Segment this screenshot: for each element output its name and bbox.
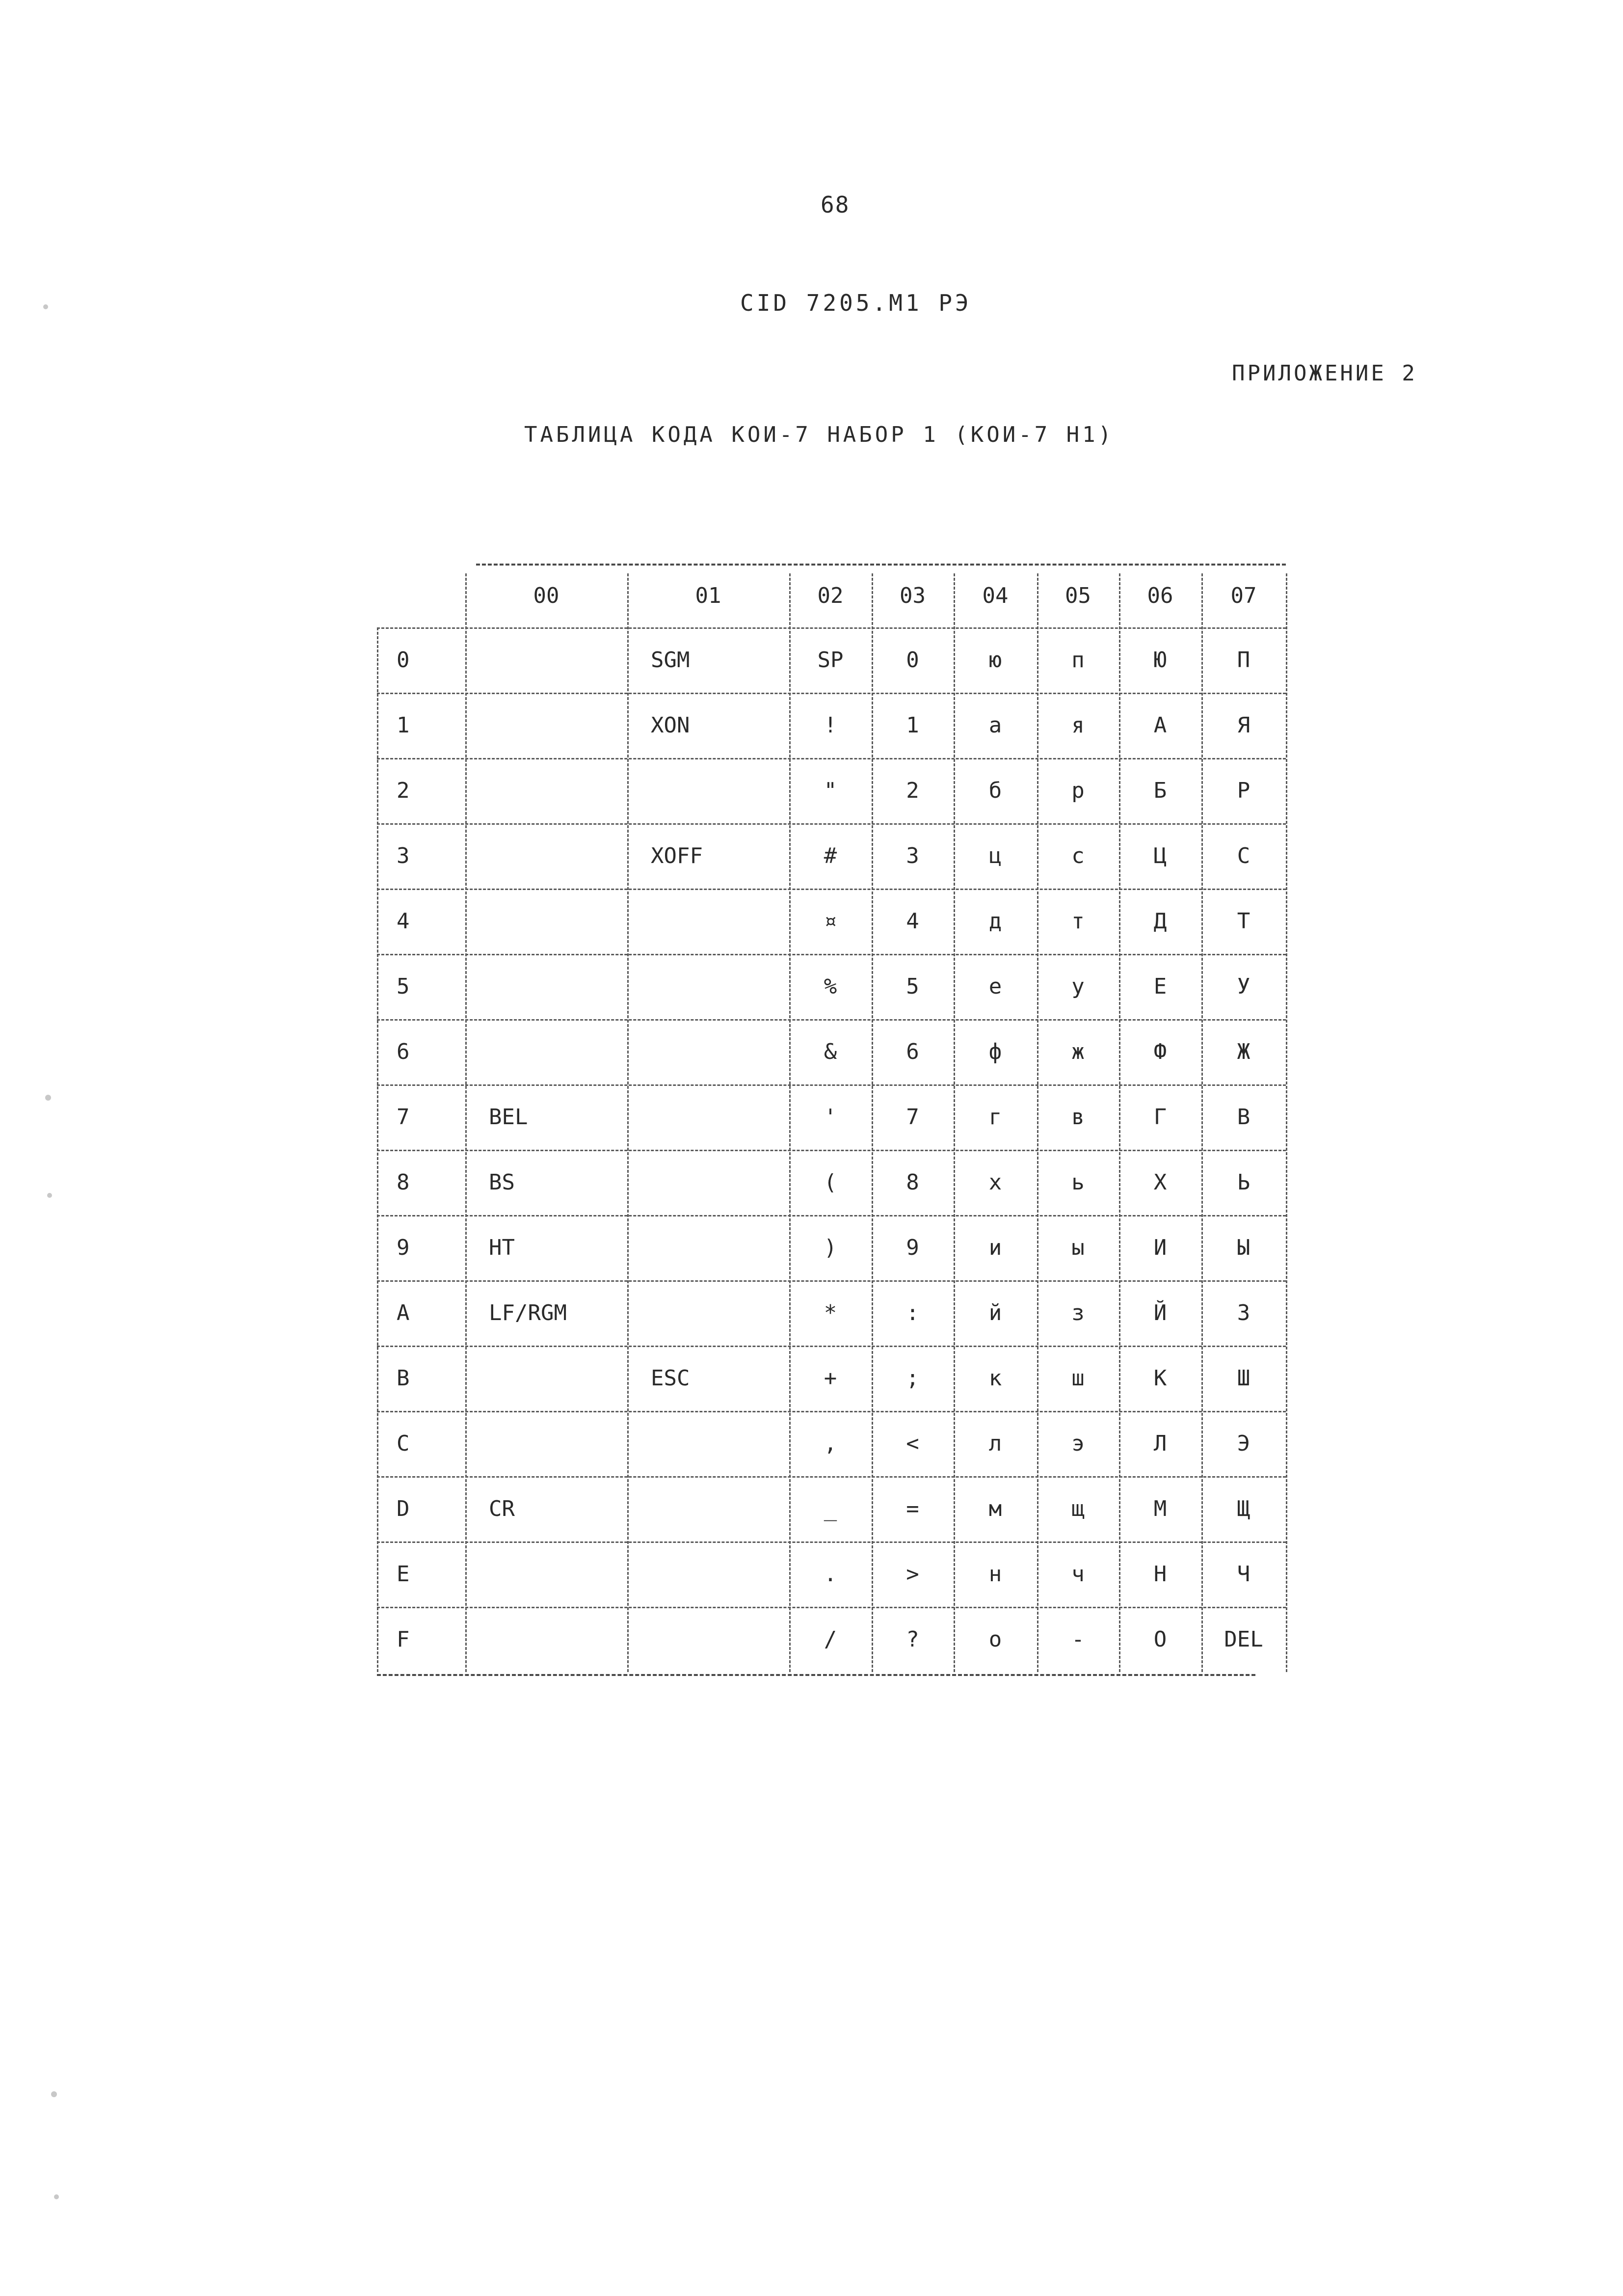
table-cell: а — [988, 712, 1002, 738]
table-cell: ESC — [651, 1365, 690, 1391]
row-code: D — [397, 1496, 410, 1521]
page-number: 68 — [821, 191, 850, 218]
table-cell: Щ — [1237, 1496, 1251, 1521]
row-code: 6 — [397, 1039, 410, 1064]
table-cell: 7 — [906, 1104, 919, 1130]
row-code: 0 — [397, 647, 410, 673]
table-cell: ( — [824, 1169, 837, 1195]
table-cell: Х — [1153, 1169, 1167, 1195]
table-cell: ; — [906, 1365, 919, 1391]
table-cell: Ж — [1237, 1039, 1251, 1064]
row-divider — [377, 1607, 1286, 1608]
table-cell: Ь — [1237, 1169, 1251, 1195]
table-cell: В — [1237, 1104, 1251, 1130]
table-cell: # — [824, 843, 837, 868]
row-code: E — [397, 1561, 410, 1587]
column-divider — [627, 573, 629, 1672]
table-cell: ) — [824, 1235, 837, 1260]
table-cell: ! — [824, 712, 837, 738]
table-cell: ш — [1071, 1365, 1085, 1391]
table-cell: ю — [988, 647, 1002, 673]
table-cell: Р — [1237, 778, 1251, 803]
row-code: B — [397, 1365, 410, 1391]
table-cell: У — [1237, 973, 1251, 999]
table-cell: " — [824, 778, 837, 803]
table-cell: д — [988, 908, 1002, 934]
scan-speck — [51, 2091, 57, 2097]
column-header: 06 — [1147, 583, 1173, 608]
table-cell: > — [906, 1561, 919, 1587]
column-header: 00 — [533, 583, 559, 608]
table-cell: И — [1153, 1235, 1167, 1260]
table-cell: й — [988, 1300, 1002, 1325]
table-top-rule — [476, 564, 1286, 566]
table-cell: п — [1071, 647, 1085, 673]
row-divider — [377, 758, 1286, 759]
row-divider — [377, 1411, 1286, 1412]
table-cell: Ф — [1153, 1039, 1167, 1064]
scan-speck — [43, 304, 48, 309]
table-cell: Д — [1153, 908, 1167, 934]
row-divider — [377, 889, 1286, 890]
table-cell: в — [1071, 1104, 1085, 1130]
row-code: 8 — [397, 1169, 410, 1195]
table-cell: + — [824, 1365, 837, 1391]
table-cell: < — [906, 1431, 919, 1456]
row-divider — [377, 627, 1286, 629]
table-cell: HT — [489, 1235, 515, 1260]
column-divider — [465, 573, 467, 1672]
row-divider — [377, 1280, 1286, 1282]
table-cell: LF/RGM — [489, 1300, 567, 1325]
column-header: 01 — [695, 583, 721, 608]
code-table — [377, 564, 1286, 1674]
table-cell: 8 — [906, 1169, 919, 1195]
table-cell: П — [1237, 647, 1251, 673]
table-cell: / — [824, 1626, 837, 1652]
table-cell: 0 — [906, 647, 919, 673]
table-cell: Й — [1153, 1300, 1167, 1325]
table-cell: % — [824, 973, 837, 999]
table-cell: б — [988, 778, 1002, 803]
row-divider — [377, 1019, 1286, 1021]
table-bottom-rule — [377, 1674, 1255, 1676]
row-code: 5 — [397, 973, 410, 999]
table-cell: CR — [489, 1496, 515, 1521]
table-cell: О — [1153, 1626, 1167, 1652]
table-cell: н — [988, 1561, 1002, 1587]
table-cell: к — [988, 1365, 1002, 1391]
table-cell: 9 — [906, 1235, 919, 1260]
table-cell: С — [1237, 843, 1251, 868]
table-cell: Э — [1237, 1431, 1251, 1456]
column-header: 02 — [817, 583, 844, 608]
table-cell: Ы — [1237, 1235, 1251, 1260]
table-cell: Л — [1153, 1431, 1167, 1456]
table-cell: М — [1153, 1496, 1167, 1521]
table-cell: К — [1153, 1365, 1167, 1391]
column-header: 07 — [1230, 583, 1257, 608]
table-cell: ¤ — [824, 908, 837, 934]
table-cell: = — [906, 1496, 919, 1521]
row-code: 7 — [397, 1104, 410, 1130]
scan-speck — [45, 1095, 51, 1101]
table-cell: т — [1071, 908, 1085, 934]
table-cell: 4 — [906, 908, 919, 934]
row-code: C — [397, 1431, 410, 1456]
table-cell: 6 — [906, 1039, 919, 1064]
table-cell: & — [824, 1039, 837, 1064]
table-cell: З — [1237, 1300, 1251, 1325]
table-cell: р — [1071, 778, 1085, 803]
table-cell: ц — [988, 843, 1002, 868]
table-cell: з — [1071, 1300, 1085, 1325]
table-cell: л — [988, 1431, 1002, 1456]
table-cell: BS — [489, 1169, 515, 1195]
table-cell: Ю — [1153, 647, 1167, 673]
table-cell: м — [988, 1496, 1002, 1521]
table-cell: - — [1071, 1626, 1085, 1652]
table-cell: е — [988, 973, 1002, 999]
row-divider — [377, 1084, 1286, 1086]
table-cell: А — [1153, 712, 1167, 738]
column-header: 05 — [1065, 583, 1091, 608]
table-cell: у — [1071, 973, 1085, 999]
table-cell: э — [1071, 1431, 1085, 1456]
row-divider — [377, 1346, 1286, 1347]
table-cell: . — [824, 1561, 837, 1587]
table-cell: я — [1071, 712, 1085, 738]
table-cell: г — [988, 1104, 1002, 1130]
table-cell: XOFF — [651, 843, 703, 868]
table-cell: ж — [1071, 1039, 1085, 1064]
column-header: 03 — [900, 583, 926, 608]
row-divider — [377, 1476, 1286, 1478]
table-cell: и — [988, 1235, 1002, 1260]
row-code: 4 — [397, 908, 410, 934]
row-divider — [377, 954, 1286, 955]
row-code: 1 — [397, 712, 410, 738]
table-cell: Т — [1237, 908, 1251, 934]
table-title: ТАБЛИЦА КОДА КОИ-7 НАБОР 1 (КОИ-7 Н1) — [524, 422, 1115, 447]
table-cell: ы — [1071, 1235, 1085, 1260]
table-cell: * — [824, 1300, 837, 1325]
table-cell: SP — [817, 647, 844, 673]
table-cell: щ — [1071, 1496, 1085, 1521]
table-cell: 3 — [906, 843, 919, 868]
table-cell: Ш — [1237, 1365, 1251, 1391]
table-cell: : — [906, 1300, 919, 1325]
row-code: 3 — [397, 843, 410, 868]
table-cell: _ — [824, 1496, 837, 1521]
table-cell: Я — [1237, 712, 1251, 738]
scan-speck — [54, 2194, 59, 2199]
row-divider — [377, 693, 1286, 694]
table-cell: о — [988, 1626, 1002, 1652]
table-cell: Ц — [1153, 843, 1167, 868]
table-cell: ф — [988, 1039, 1002, 1064]
row-divider — [377, 1215, 1286, 1216]
row-code: A — [397, 1300, 410, 1325]
row-divider — [377, 1541, 1286, 1543]
table-cell: 1 — [906, 712, 919, 738]
table-cell: 5 — [906, 973, 919, 999]
row-code: 2 — [397, 778, 410, 803]
table-cell: 2 — [906, 778, 919, 803]
table-cell: х — [988, 1169, 1002, 1195]
scan-speck — [47, 1193, 52, 1198]
table-cell: Н — [1153, 1561, 1167, 1587]
table-cell: XON — [651, 712, 690, 738]
table-cell: SGM — [651, 647, 690, 673]
row-code: 9 — [397, 1235, 410, 1260]
table-cell: ь — [1071, 1169, 1085, 1195]
table-cell: Г — [1153, 1104, 1167, 1130]
table-cell: Ч — [1237, 1561, 1251, 1587]
row-code: F — [397, 1626, 410, 1652]
appendix-label: ПРИЛОЖЕНИЕ 2 — [1232, 361, 1417, 386]
table-cell: Б — [1153, 778, 1167, 803]
column-divider — [1286, 573, 1287, 1672]
table-cell: DEL — [1224, 1626, 1263, 1652]
table-cell: BEL — [489, 1104, 528, 1130]
column-header: 04 — [982, 583, 1009, 608]
table-cell: ' — [824, 1104, 837, 1130]
row-divider — [377, 823, 1286, 825]
row-divider — [377, 1150, 1286, 1151]
table-cell: с — [1071, 843, 1085, 868]
table-cell: ч — [1071, 1561, 1085, 1587]
table-cell: ? — [906, 1626, 919, 1652]
table-cell: Е — [1153, 973, 1167, 999]
document-code: CID 7205.M1 РЭ — [740, 290, 972, 316]
column-divider — [377, 627, 378, 1672]
table-cell: , — [824, 1431, 837, 1456]
